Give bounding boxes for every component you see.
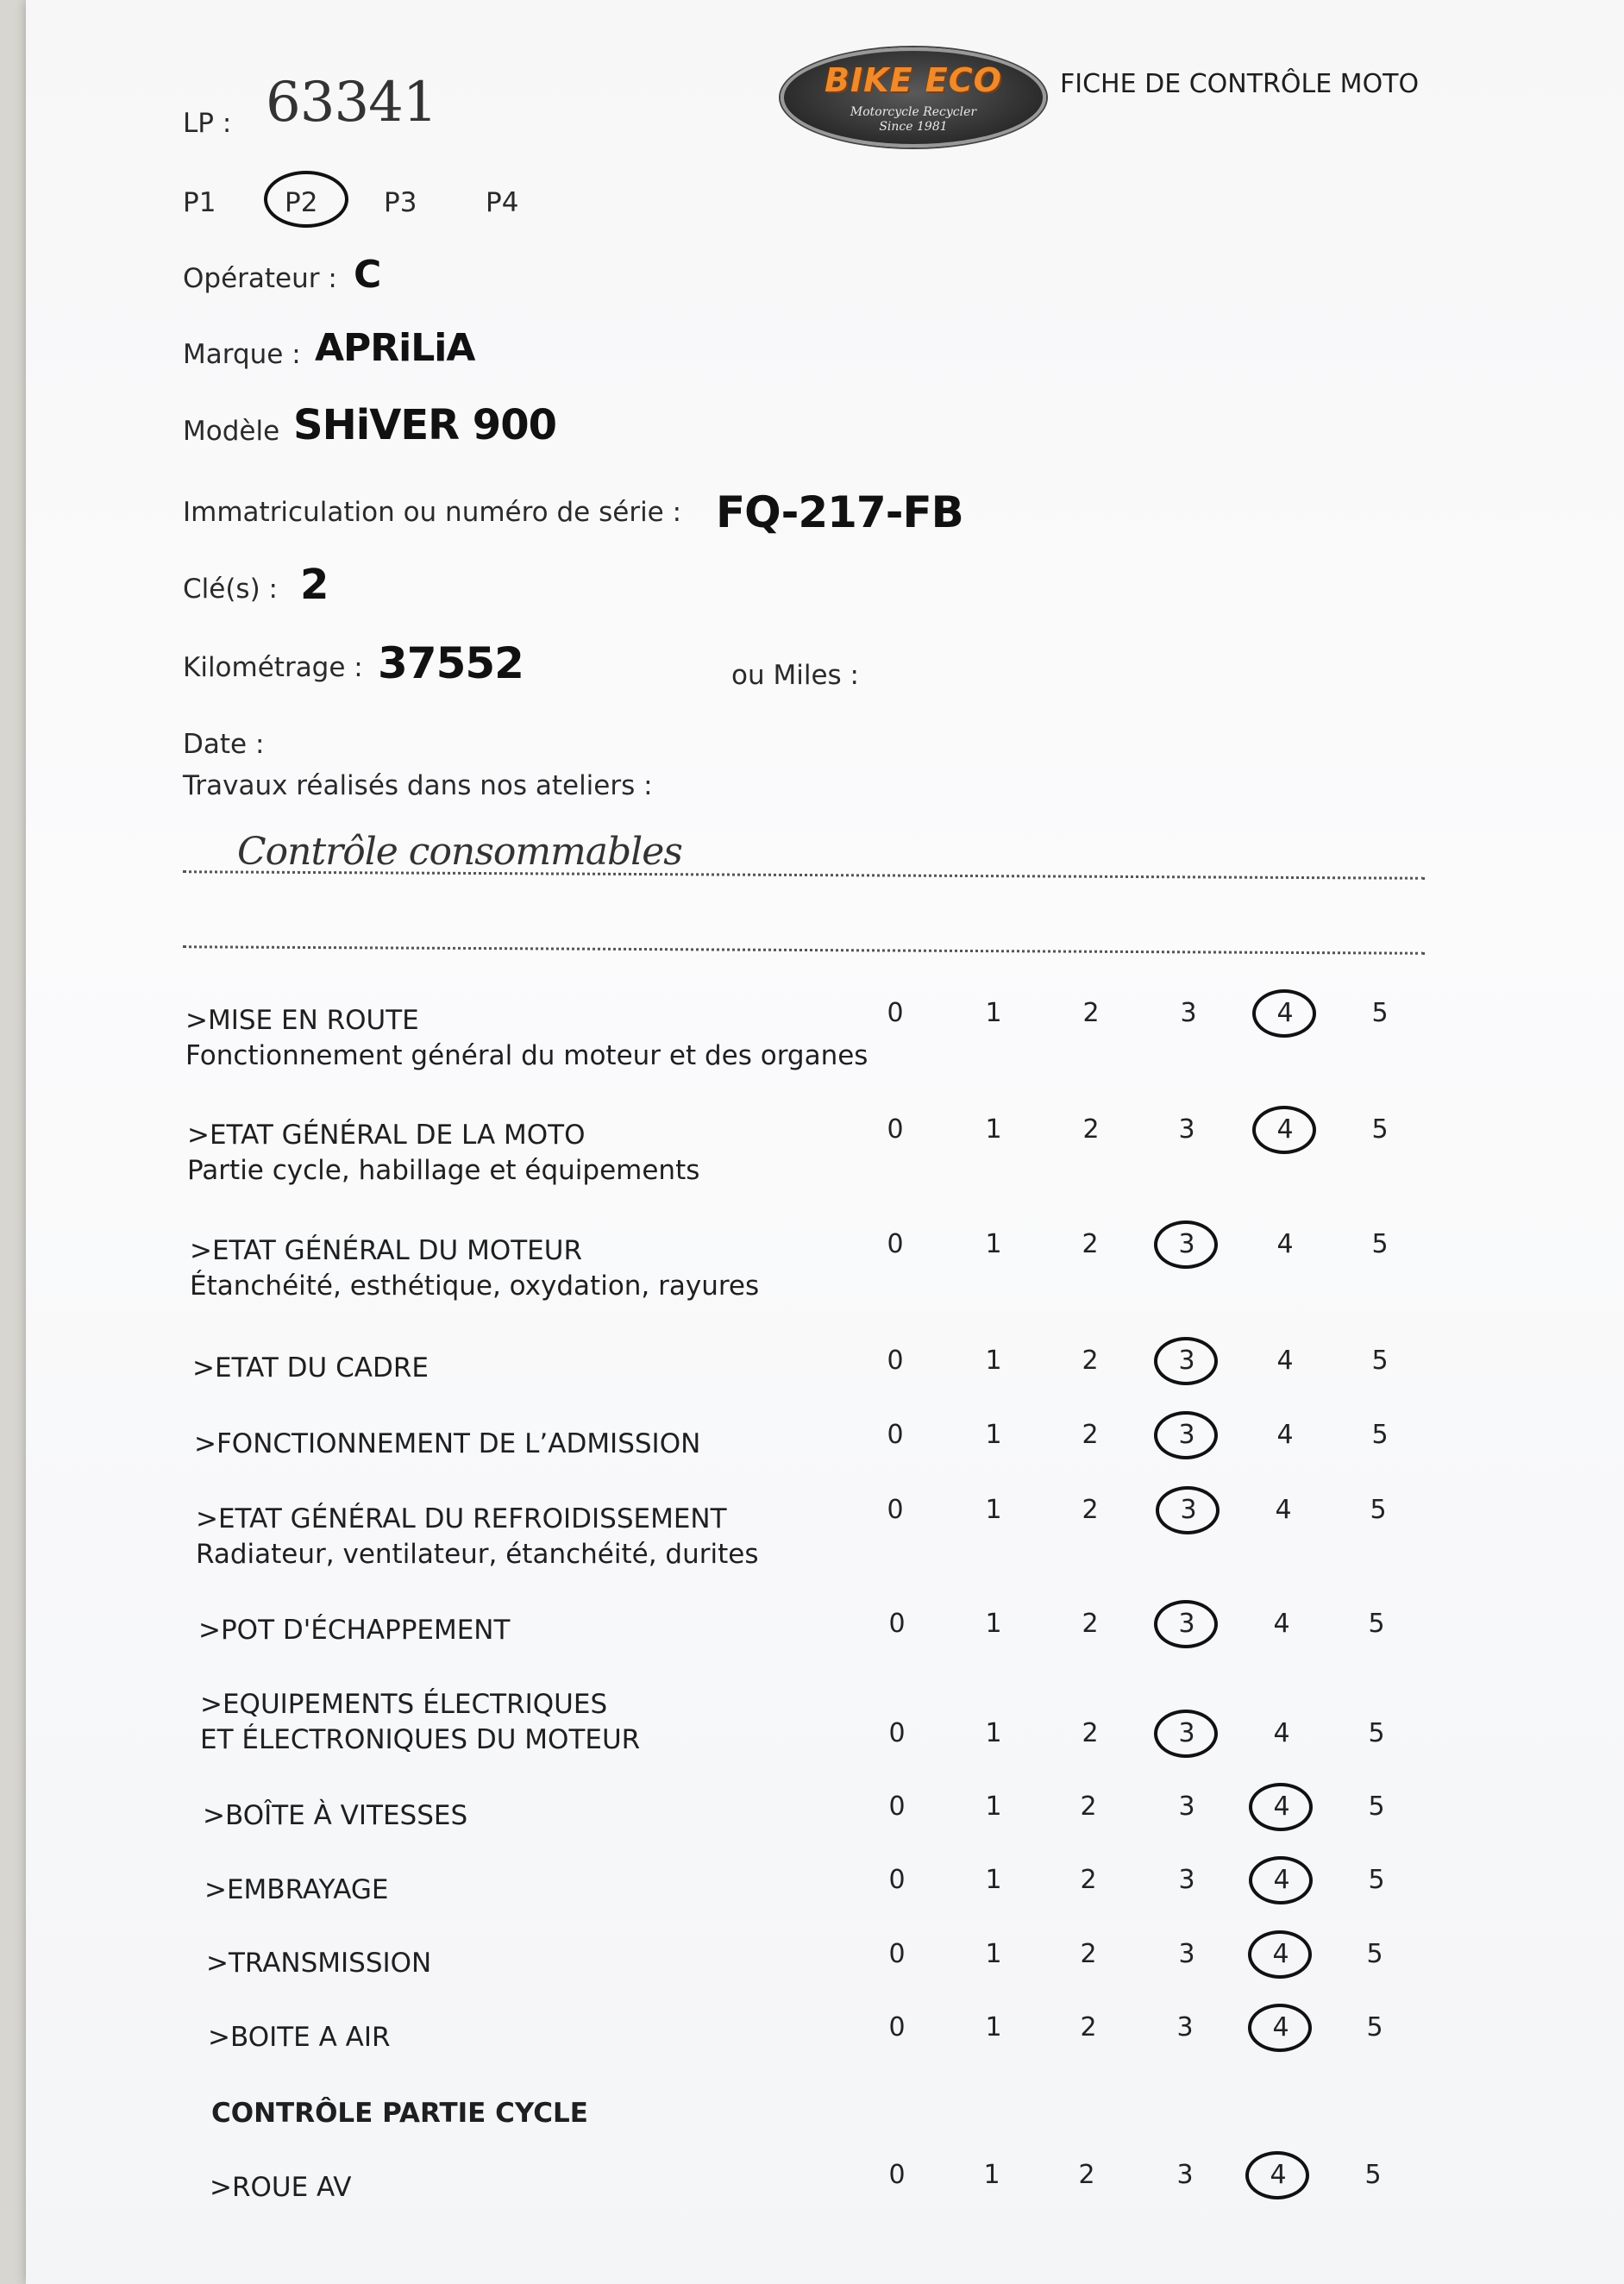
score-option-0-embrayage[interactable]: 0 xyxy=(888,1865,906,1895)
cles-label: Clé(s) : xyxy=(183,574,278,605)
score-option-4-etat-general-de-la-moto[interactable]: 4 xyxy=(1276,1114,1294,1145)
cles-value[interactable]: 2 xyxy=(300,561,329,609)
form-title: FICHE DE CONTRÔLE MOTO xyxy=(1060,69,1420,99)
modele-value[interactable]: SHiVER 900 xyxy=(293,401,556,449)
score-option-3-transmission[interactable]: 3 xyxy=(1178,1939,1195,1969)
score-option-5-boite-a-vitesses[interactable]: 5 xyxy=(1368,1791,1385,1822)
score-option-5-transmission[interactable]: 5 xyxy=(1366,1939,1383,1969)
score-option-4-etat-general-du-moteur[interactable]: 4 xyxy=(1276,1229,1294,1259)
score-option-1-fonctionnement-de-l-admission[interactable]: 1 xyxy=(985,1420,1002,1450)
score-option-5-mise-en-route[interactable]: 5 xyxy=(1371,998,1389,1028)
km-label: Kilométrage : xyxy=(183,652,363,683)
score-option-5-embrayage[interactable]: 5 xyxy=(1368,1865,1385,1895)
score-selected-circle-etat-general-du-refroidissement xyxy=(1156,1486,1220,1534)
check-title-fonctionnement-de-l-admission: >FONCTIONNEMENT DE L’ADMISSION xyxy=(194,1428,701,1459)
check-title-roue-av: >ROUE AV xyxy=(210,2172,352,2203)
score-option-5-etat-general-de-la-moto[interactable]: 5 xyxy=(1371,1114,1389,1145)
score-option-1-etat-du-cadre[interactable]: 1 xyxy=(985,1346,1002,1376)
check-title-boite-a-vitesses: >BOÎTE À VITESSES xyxy=(203,1800,468,1831)
score-selected-circle-fonctionnement-de-l-admission xyxy=(1154,1411,1218,1459)
logo-tagline: Motorcycle Recycler xyxy=(850,105,977,119)
check-title-etat-general-du-moteur: >ETAT GÉNÉRAL DU MOTEUR xyxy=(190,1235,582,1266)
score-option-3-fonctionnement-de-l-admission[interactable]: 3 xyxy=(1178,1420,1195,1450)
score-selected-circle-etat-general-de-la-moto xyxy=(1252,1106,1316,1154)
score-option-1-transmission[interactable]: 1 xyxy=(985,1939,1002,1969)
score-option-1-mise-en-route[interactable]: 1 xyxy=(985,998,1002,1028)
score-option-3-mise-en-route[interactable]: 3 xyxy=(1180,998,1197,1028)
score-option-1-etat-general-du-moteur[interactable]: 1 xyxy=(985,1229,1002,1259)
cycle-section-title: CONTRÔLE PARTIE CYCLE xyxy=(211,2098,588,2129)
check-title-etat-general-de-la-moto: >ETAT GÉNÉRAL DE LA MOTO xyxy=(187,1120,586,1151)
score-option-0-boite-a-vitesses[interactable]: 0 xyxy=(888,1791,906,1822)
score-selected-circle-boite-a-air xyxy=(1248,2004,1312,2052)
marque-label: Marque : xyxy=(183,339,301,370)
lp-label: LP : xyxy=(183,108,232,139)
immat-value[interactable]: FQ-217-FB xyxy=(716,487,963,537)
miles-label: ou Miles : xyxy=(731,660,859,691)
check-title-boite-a-air: >BOITE A AIR xyxy=(208,2022,391,2053)
score-option-4-etat-du-cadre[interactable]: 4 xyxy=(1276,1346,1294,1376)
score-option-0-etat-general-du-refroidissement[interactable]: 0 xyxy=(887,1495,904,1525)
score-option-1-etat-general-de-la-moto[interactable]: 1 xyxy=(985,1114,1002,1145)
score-option-4-mise-en-route[interactable]: 4 xyxy=(1276,998,1294,1028)
modele-label: Modèle xyxy=(183,416,280,447)
score-option-3-etat-general-du-moteur[interactable]: 3 xyxy=(1178,1229,1195,1259)
score-option-0-boite-a-air[interactable]: 0 xyxy=(888,2012,906,2042)
score-option-5-etat-general-du-moteur[interactable]: 5 xyxy=(1371,1229,1389,1259)
check-title-pot-d-echappement: >POT D'ÉCHAPPEMENT xyxy=(198,1615,511,1646)
score-option-2-transmission[interactable]: 2 xyxy=(1080,1939,1097,1969)
score-option-4-pot-d-echappement[interactable]: 4 xyxy=(1273,1609,1290,1639)
score-selected-circle-mise-en-route xyxy=(1252,989,1316,1038)
priority-p3[interactable]: P3 xyxy=(384,187,417,218)
score-option-2-boite-a-vitesses[interactable]: 2 xyxy=(1080,1791,1097,1822)
score-option-3-etat-general-de-la-moto[interactable]: 3 xyxy=(1178,1114,1195,1145)
marque-value[interactable]: APRiLiA xyxy=(315,326,475,370)
score-option-4-fonctionnement-de-l-admission[interactable]: 4 xyxy=(1276,1420,1294,1450)
score-option-0-pot-d-echappement[interactable]: 0 xyxy=(888,1609,906,1639)
score-option-5-etat-du-cadre[interactable]: 5 xyxy=(1371,1346,1389,1376)
check-desc-mise-en-route: Fonctionnement général du moteur et des organes xyxy=(185,1040,868,1071)
score-option-5-etat-general-du-refroidissement[interactable]: 5 xyxy=(1370,1495,1387,1525)
score-option-2-etat-general-du-refroidissement[interactable]: 2 xyxy=(1082,1495,1099,1525)
score-option-5-pot-d-echappement[interactable]: 5 xyxy=(1368,1609,1385,1639)
score-selected-circle-equipements-electriques xyxy=(1154,1710,1218,1758)
score-option-4-boite-a-vitesses[interactable]: 4 xyxy=(1273,1791,1290,1822)
score-option-3-boite-a-air[interactable]: 3 xyxy=(1176,2012,1194,2042)
score-option-2-equipements-electriques[interactable]: 2 xyxy=(1082,1718,1099,1748)
check-title-etat-du-cadre: >ETAT DU CADRE xyxy=(192,1352,429,1384)
score-option-2-pot-d-echappement[interactable]: 2 xyxy=(1082,1609,1099,1639)
score-option-2-embrayage[interactable]: 2 xyxy=(1080,1865,1097,1895)
date-label: Date : xyxy=(183,729,265,760)
check-desc-etat-general-du-refroidissement: Radiateur, ventilateur, étanchéité, durites xyxy=(196,1539,759,1570)
score-option-1-equipements-electriques[interactable]: 1 xyxy=(985,1718,1002,1748)
logo-since: Since 1981 xyxy=(879,120,948,134)
score-option-4-boite-a-air[interactable]: 4 xyxy=(1272,2012,1289,2042)
score-option-3-embrayage[interactable]: 3 xyxy=(1178,1865,1195,1895)
score-selected-circle-pot-d-echappement xyxy=(1154,1600,1218,1648)
score-option-1-embrayage[interactable]: 1 xyxy=(985,1865,1002,1895)
priority-p1[interactable]: P1 xyxy=(183,187,216,218)
score-option-3-etat-du-cadre[interactable]: 3 xyxy=(1178,1346,1195,1376)
score-option-3-equipements-electriques[interactable]: 3 xyxy=(1178,1718,1195,1748)
bike-eco-logo xyxy=(781,47,1046,147)
travaux-label: Travaux réalisés dans nos ateliers : xyxy=(183,770,653,801)
operateur-value[interactable]: C xyxy=(354,253,381,297)
priority-p4[interactable]: P4 xyxy=(486,187,519,218)
score-option-5-equipements-electriques[interactable]: 5 xyxy=(1368,1718,1385,1748)
score-option-2-etat-general-du-moteur[interactable]: 2 xyxy=(1082,1229,1099,1259)
score-option-0-etat-general-du-moteur[interactable]: 0 xyxy=(887,1229,904,1259)
score-option-2-roue-av[interactable]: 2 xyxy=(1078,2160,1095,2190)
score-option-2-fonctionnement-de-l-admission[interactable]: 2 xyxy=(1082,1420,1099,1450)
score-option-1-roue-av[interactable]: 1 xyxy=(983,2160,1000,2190)
score-option-0-transmission[interactable]: 0 xyxy=(888,1939,906,1969)
travaux-line-2 xyxy=(183,945,1425,955)
score-option-3-etat-general-du-refroidissement[interactable]: 3 xyxy=(1180,1495,1197,1525)
check-title-embrayage: >EMBRAYAGE xyxy=(204,1874,389,1905)
km-value[interactable]: 37552 xyxy=(378,638,524,688)
check-desc-etat-general-de-la-moto: Partie cycle, habillage et équipements xyxy=(187,1155,700,1186)
check-title-mise-en-route: >MISE EN ROUTE xyxy=(185,1005,419,1036)
score-option-0-etat-general-de-la-moto[interactable]: 0 xyxy=(887,1114,904,1145)
score-option-5-fonctionnement-de-l-admission[interactable]: 5 xyxy=(1371,1420,1389,1450)
check-desc-etat-general-du-moteur: Étanchéité, esthétique, oxydation, rayures xyxy=(190,1271,760,1302)
score-option-0-fonctionnement-de-l-admission[interactable]: 0 xyxy=(887,1420,904,1450)
travaux-value[interactable]: Contrôle consommables xyxy=(237,830,682,874)
priority-selected-circle xyxy=(264,171,348,228)
score-option-5-roue-av[interactable]: 5 xyxy=(1364,2160,1382,2190)
score-option-4-transmission[interactable]: 4 xyxy=(1272,1939,1289,1969)
immat-label: Immatriculation ou numéro de série : xyxy=(183,497,682,528)
score-selected-circle-embrayage xyxy=(1249,1856,1313,1904)
score-selected-circle-transmission xyxy=(1248,1930,1312,1979)
inspection-form-sheet xyxy=(26,0,1624,2284)
logo-brand: BIKE ECO xyxy=(825,61,1002,99)
check-desc-equipements-electriques: ET ÉLECTRONIQUES DU MOTEUR xyxy=(200,1724,641,1755)
edge-shadow xyxy=(1603,1665,1624,1889)
score-option-4-embrayage[interactable]: 4 xyxy=(1273,1865,1290,1895)
priority-p2[interactable]: P2 xyxy=(285,187,318,218)
score-option-2-etat-general-de-la-moto[interactable]: 2 xyxy=(1082,1114,1100,1145)
score-option-1-pot-d-echappement[interactable]: 1 xyxy=(985,1609,1002,1639)
score-option-4-etat-general-du-refroidissement[interactable]: 4 xyxy=(1275,1495,1292,1525)
score-option-4-equipements-electriques[interactable]: 4 xyxy=(1273,1718,1290,1748)
check-title-transmission: >TRANSMISSION xyxy=(206,1948,432,1979)
check-title-equipements-electriques: >EQUIPEMENTS ÉLECTRIQUES xyxy=(200,1689,608,1720)
check-title-etat-general-du-refroidissement: >ETAT GÉNÉRAL DU REFROIDISSEMENT xyxy=(196,1503,727,1534)
score-option-1-boite-a-air[interactable]: 1 xyxy=(985,2012,1002,2042)
score-option-2-boite-a-air[interactable]: 2 xyxy=(1080,2012,1097,2042)
score-option-0-roue-av[interactable]: 0 xyxy=(888,2160,906,2190)
score-option-1-boite-a-vitesses[interactable]: 1 xyxy=(985,1791,1002,1822)
lp-value[interactable]: 63341 xyxy=(266,71,437,135)
score-option-3-pot-d-echappement[interactable]: 3 xyxy=(1178,1609,1195,1639)
score-selected-circle-etat-general-du-moteur xyxy=(1154,1220,1218,1269)
score-option-4-roue-av[interactable]: 4 xyxy=(1270,2160,1287,2190)
score-option-2-etat-du-cadre[interactable]: 2 xyxy=(1082,1346,1099,1376)
travaux-line-1 xyxy=(183,870,1425,880)
score-selected-circle-etat-du-cadre xyxy=(1154,1337,1218,1385)
score-selected-circle-roue-av xyxy=(1245,2151,1309,2199)
score-option-5-boite-a-air[interactable]: 5 xyxy=(1366,2012,1383,2042)
score-option-2-mise-en-route[interactable]: 2 xyxy=(1082,998,1100,1028)
score-selected-circle-boite-a-vitesses xyxy=(1249,1783,1313,1831)
score-option-3-roue-av[interactable]: 3 xyxy=(1176,2160,1194,2190)
score-option-0-mise-en-route[interactable]: 0 xyxy=(887,998,904,1028)
score-option-1-etat-general-du-refroidissement[interactable]: 1 xyxy=(985,1495,1002,1525)
score-option-0-equipements-electriques[interactable]: 0 xyxy=(888,1718,906,1748)
score-option-0-etat-du-cadre[interactable]: 0 xyxy=(887,1346,904,1376)
score-option-3-boite-a-vitesses[interactable]: 3 xyxy=(1178,1791,1195,1822)
operateur-label: Opérateur : xyxy=(183,263,337,294)
